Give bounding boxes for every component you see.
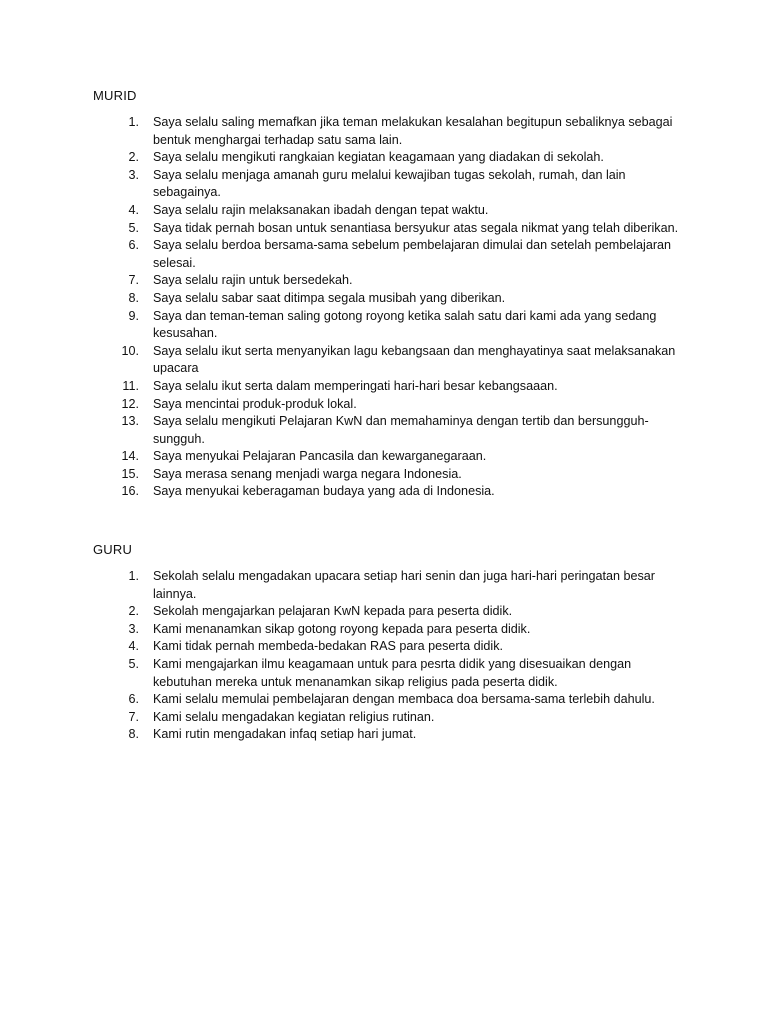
list-number: 13. (121, 414, 139, 429)
list-item-text: Saya tidak pernah bosan untuk senantiasa bersyukur atas segala nikmat yang telah diberikan. (153, 220, 679, 235)
list-item (93, 709, 693, 727)
list-item (93, 272, 693, 290)
list-item (93, 396, 693, 414)
list-number: 4. (128, 202, 139, 217)
list-number: 8. (128, 727, 139, 742)
list-item (93, 413, 693, 448)
list-number: 14. (121, 449, 139, 464)
list-item-text: Saya selalu rajin untuk bersedekah. (153, 273, 353, 288)
list-item (93, 638, 693, 656)
list-item-text: Saya selalu menjaga amanah guru melalui kewajiban tugas sekolah, rumah, dan lain sebagainya. (153, 167, 626, 200)
list-item-text: Saya selalu sabar saat ditimpa segala musibah yang diberikan. (153, 290, 506, 305)
list-item (93, 114, 693, 149)
list-item-text: Saya selalu ikut serta menyanyikan lagu kebangsaan dan menghayatinya saat melaksanakan upacara (153, 343, 676, 376)
guru-list (93, 568, 693, 744)
list-item (93, 308, 693, 343)
list-number: 1. (128, 569, 139, 583)
list-number: 4. (128, 639, 139, 654)
list-item (93, 290, 693, 308)
list-item-text: Sekolah selalu mengadakan upacara setiap hari senin dan juga hari-hari peringatan besar lainnya. (153, 569, 655, 601)
list-item-text: Kami selalu mengadakan kegiatan religius rutinan. (153, 709, 435, 724)
list-item-text: Saya merasa senang menjadi warga negara Indonesia. (153, 466, 462, 481)
list-item (93, 202, 693, 220)
list-item-text: Kami rutin mengadakan infaq setiap hari jumat. (153, 727, 417, 742)
list-item-text: Sekolah mengajarkan pelajaran KwN kepada para peserta didik. (153, 604, 513, 619)
murid-heading: MURID (93, 88, 137, 103)
list-number: 5. (128, 220, 139, 235)
list-number: 6. (128, 238, 139, 253)
list-number: 9. (128, 308, 139, 323)
murid-section (93, 87, 693, 501)
list-number: 3. (128, 167, 139, 182)
list-number: 12. (121, 396, 139, 411)
list-number: 3. (128, 621, 139, 636)
list-item (93, 448, 693, 466)
list-item (93, 343, 693, 378)
list-number: 2. (128, 604, 139, 619)
list-item-text: Saya selalu berdoa bersama-sama sebelum pembelajaran dimulai dan setelah pembelajaran selesai. (153, 238, 672, 270)
list-item-text: Saya mencintai produk-produk lokal. (153, 396, 357, 411)
list-number: 1. (128, 115, 139, 129)
list-item (93, 149, 693, 167)
murid-list (93, 114, 693, 501)
list-item (93, 568, 693, 603)
list-item (93, 378, 693, 396)
list-item-text: Saya selalu rajin melaksanakan ibadah dengan tepat waktu. (153, 202, 489, 217)
list-item (93, 726, 693, 744)
list-item (93, 621, 693, 639)
list-item-text: Saya menyukai Pelajaran Pancasila dan kewarganegaraan. (153, 449, 487, 464)
list-item (93, 167, 693, 202)
list-number: 10. (121, 343, 139, 358)
list-number: 16. (121, 484, 139, 499)
list-item-text: Kami mengajarkan ilmu keagamaan untuk para pesrta didik yang disesuaikan dengan kebutuhan mereka untuk menanamkan sikap religius pada peserta didik. (153, 656, 632, 689)
list-item-text: Saya selalu mengikuti rangkaian kegiatan keagamaan yang diadakan di sekolah. (153, 150, 604, 165)
list-item-text: Kami menanamkan sikap gotong royong kepada para peserta didik. (153, 621, 531, 636)
list-number: 15. (121, 466, 139, 481)
list-item (93, 603, 693, 621)
list-item (93, 237, 693, 272)
list-number: 11. (122, 378, 139, 393)
list-item-text: Kami tidak pernah membeda-bedakan RAS para peserta didik. (153, 639, 504, 654)
list-item (93, 483, 693, 501)
list-number: 7. (128, 709, 139, 724)
list-number: 6. (128, 692, 139, 707)
list-item (93, 220, 693, 238)
list-item-text: Saya selalu mengikuti Pelajaran KwN dan memahaminya dengan tertib dan bersungguh-sungguh. (153, 414, 649, 446)
guru-section (93, 541, 693, 744)
list-number: 5. (128, 656, 139, 671)
list-item-text: Saya menyukai keberagaman budaya yang ada di Indonesia. (153, 484, 495, 499)
list-number: 2. (128, 150, 139, 165)
list-item (93, 656, 693, 691)
list-number: 7. (128, 273, 139, 288)
list-item-text: Saya dan teman-teman saling gotong royong ketika salah satu dari kami ada yang sedang kesusahan. (153, 308, 657, 341)
list-item-text: Saya selalu saling memafkan jika teman melakukan kesalahan begitupun sebaliknya sebagai bentuk menghargai terhadap satu sama lain. (153, 115, 673, 147)
list-item (93, 466, 693, 484)
list-item-text: Saya selalu ikut serta dalam memperingati hari-hari besar kebangsaaan. (153, 378, 558, 393)
guru-heading: GURU (93, 542, 133, 557)
list-item-text: Kami selalu memulai pembelajaran dengan membaca doa bersama-sama terlebih dahulu. (153, 692, 655, 707)
list-item (93, 691, 693, 709)
list-number: 8. (128, 290, 139, 305)
